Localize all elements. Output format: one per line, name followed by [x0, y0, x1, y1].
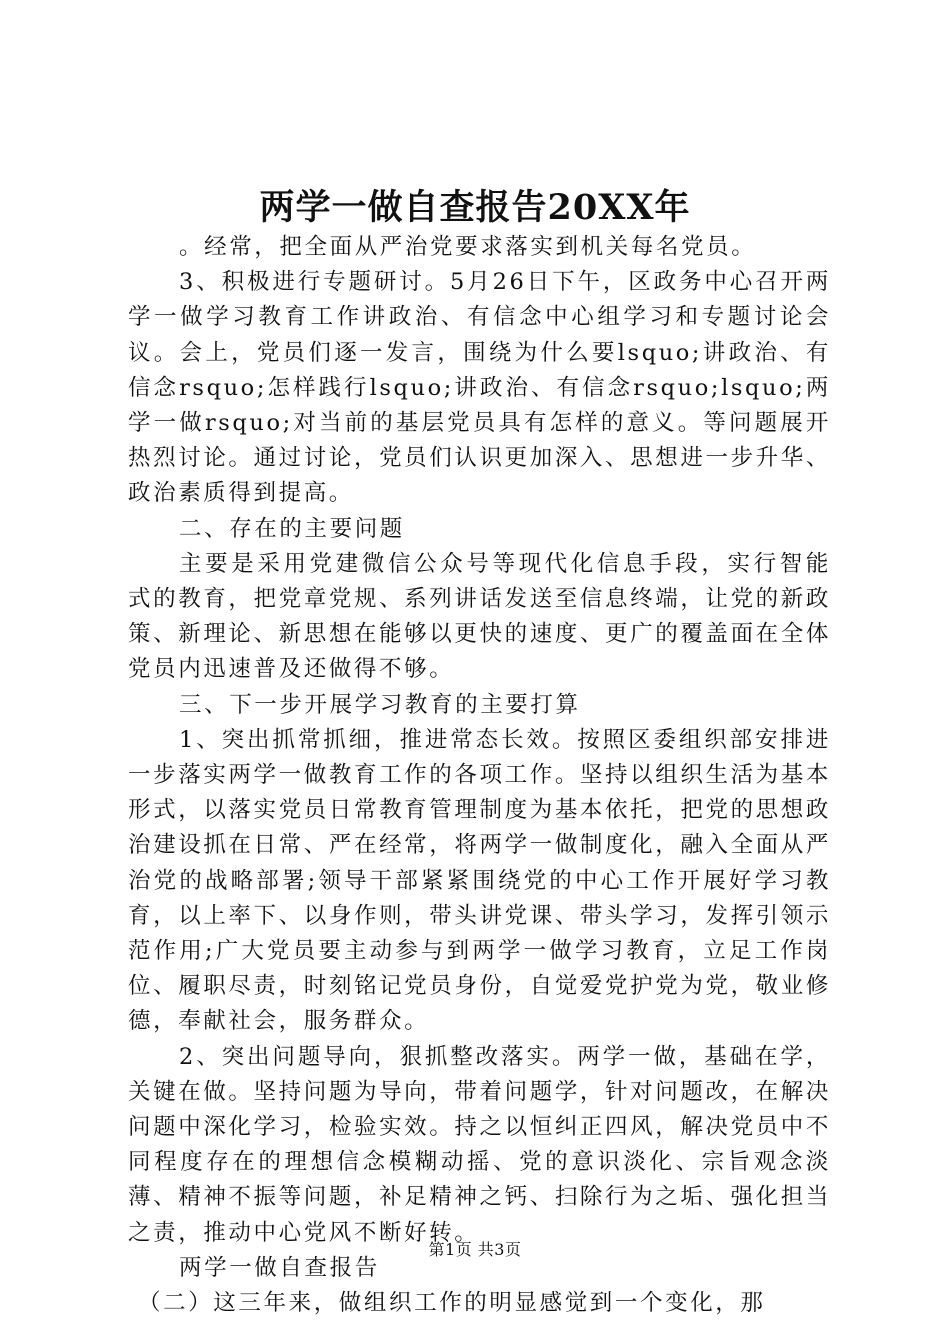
paragraph-continuation: 。经常，把全面从严治党要求落实到机关每名党员。: [179, 234, 757, 260]
page-footer: 第1页 共3页: [428, 1240, 522, 1259]
section-heading-next-steps: 三、下一步开展学习教育的主要打算: [179, 691, 581, 718]
document-title: 两学一做自查报告20XX年: [259, 187, 691, 228]
document-body: [128, 230, 831, 1321]
paragraph-item-1: 1、突出抓常抓细，推进常态长效。按照区委组织部安排进一步落实两学一做教育工作的各项工作。坚持以组织生活为基本形式，以落实党员日常教育管理制度为基本依托，把党的思想政治建设抓在日常、严在经常，将两学一做制度化，融入全面从严治党的战略部署;领导干部紧紧围绕党的中心工作开展好学习教育，以上率下、以身作则，带头讲党课、带头学习，发挥引领示范作用;广大党员要主动参与到两学一做学习教育，立足工作岗位、履职尽责，时刻铭记党员身份，自觉爱党护党为党，敬业修德，奉献社会，服务群众。: [128, 726, 831, 1035]
paragraph-item-3-seminar: 3、积极进行专题研讨。5月26日下午，区政务中心召开两学一做学习教育工作讲政治、有信念中心组学习和专题讨论会议。会上，党员们逐一发言，围绕为什么要lsquo;讲政治、有信念rsquo;怎样践行lsquo;讲政治、有信念rsquo;lsquo;两学一做rsquo;对当前的基层党员具有怎样的意义。等问题展开热烈讨论。通过讨论，党员们认识更加深入、思想进一步升华、政治素质得到提高。: [128, 269, 831, 507]
section-heading-problems: 二、存在的主要问题: [179, 515, 405, 542]
subheading-self-check-report: 两学一做自查报告: [179, 1254, 380, 1281]
paragraph-item-2: 2、突出问题导向，狠抓整改落实。两学一做，基础在学，关键在做。坚持问题为导向，带着问题学，针对问题改，在解决问题中深化学习，检验实效。持之以恒纠正四风，解决党员中不同程度存在的理想信念模糊动摇、党的意识淡化、宗旨观念淡薄、精神不振等问题，补足精神之钙、扫除行为之垢、强化担当之责，推动中心党风不断好转。: [128, 1043, 831, 1246]
paragraph-part-two: （二）这三年来，做组织工作的明显感觉到一个变化，那: [138, 1290, 766, 1317]
paragraph-problems: 主要是采用党建微信公众号等现代化信息手段，实行智能式的教育，把党章党规、系列讲话发送至信息终端，让党的新政策、新理论、新思想在能够以更快的速度、更广的覆盖面在全体党员内迅速普及还做得不够。: [128, 550, 831, 683]
